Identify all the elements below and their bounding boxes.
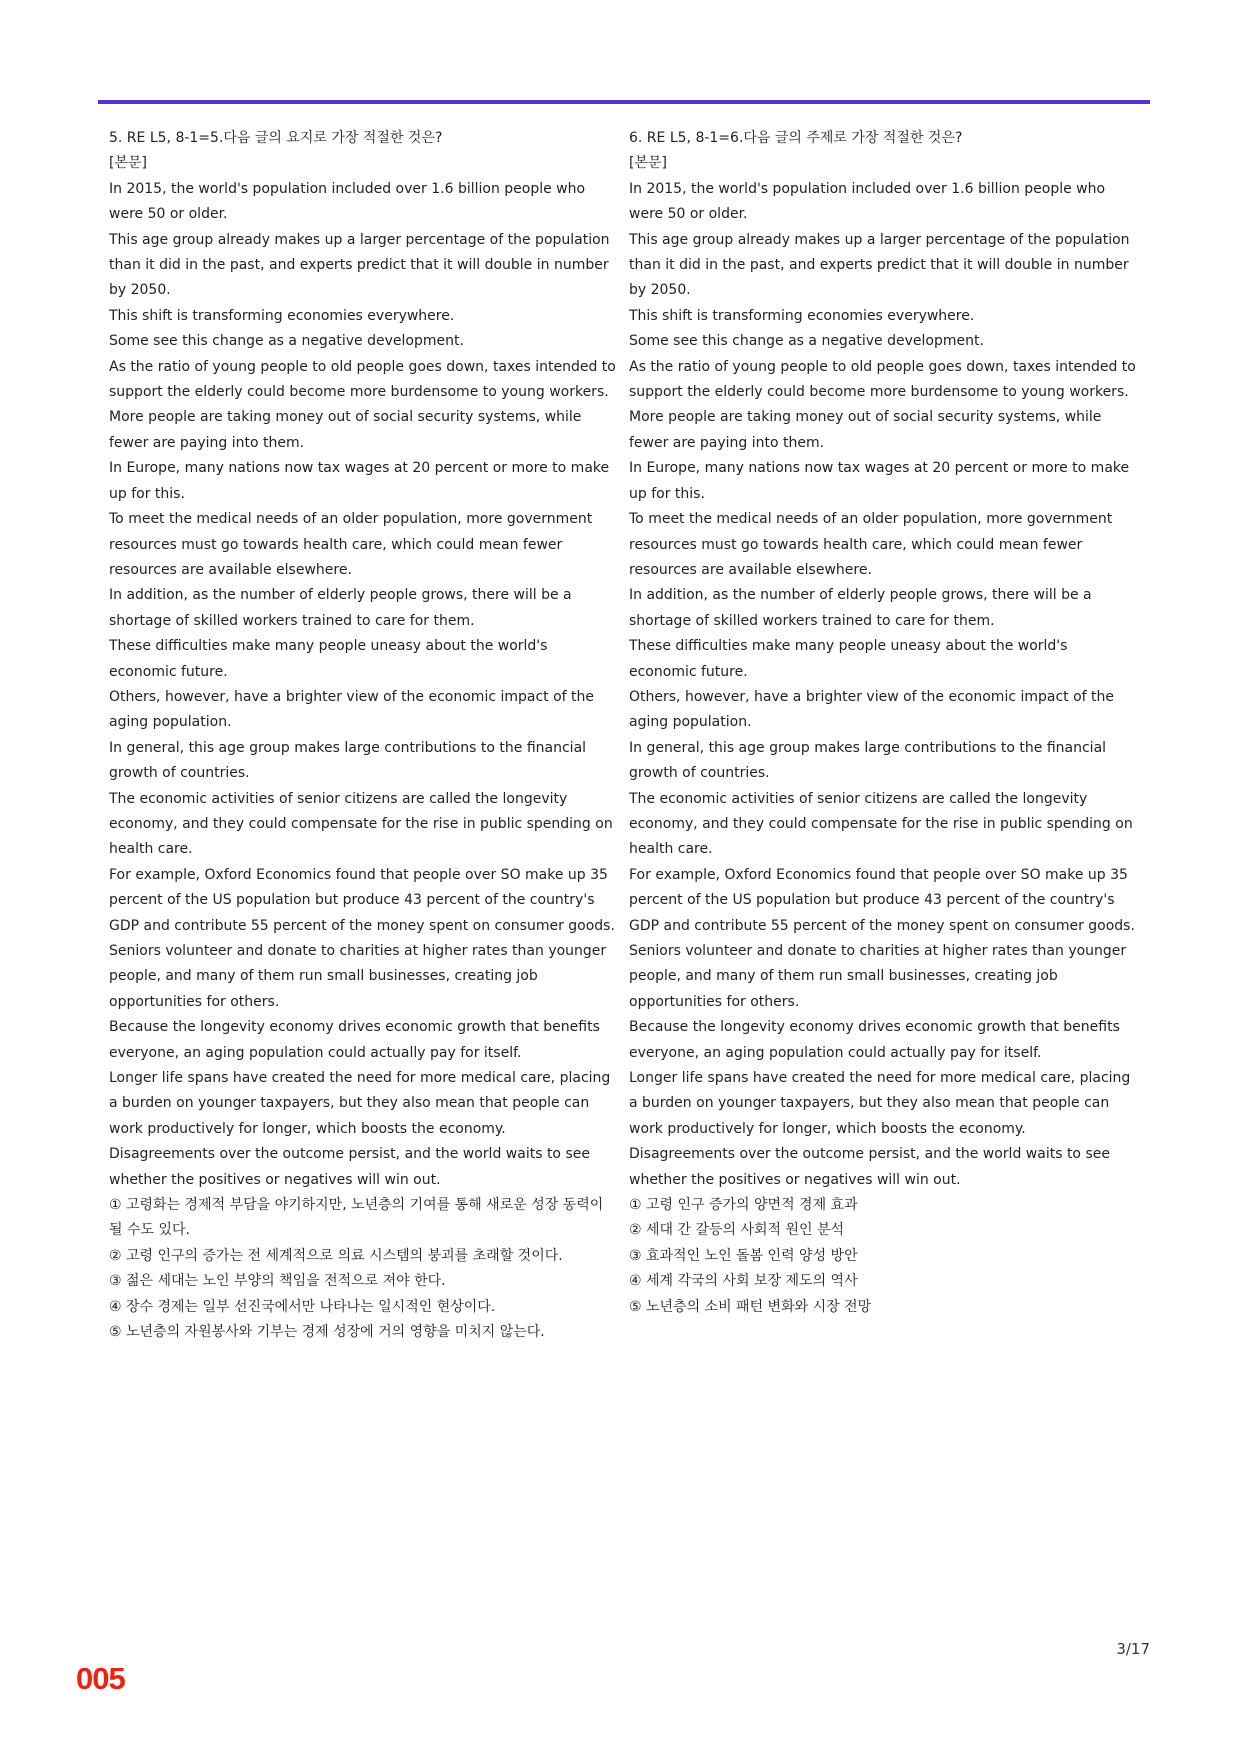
answer-choices <box>109 1193 619 1345</box>
passage-sentence: Longer life spans have created the need for more medical care, placing a burden on younger taxpayers, but they also mean that people can work productively for longer, which boosts the economy. <box>109 1070 611 1137</box>
answer-choice-1[interactable]: ① 고령화는 경제적 부담을 야기하지만, 노년층의 기여를 통해 새로운 성장 동력이 될 수도 있다. <box>109 1197 604 1239</box>
passage-sentence: These difficulties make many people uneasy about the world's economic future. <box>109 638 548 680</box>
answer-choices <box>629 1193 1139 1320</box>
passage-sentence: This shift is transforming economies everywhere. <box>109 307 455 324</box>
passage-sentence: In general, this age group makes large contributions to the financial growth of countries. <box>629 739 1107 782</box>
passage-sentence: Because the longevity economy drives economic growth that benefits everyone, an aging population could actually pay for itself. <box>629 1019 1120 1061</box>
brand-logo: 005 <box>76 1661 125 1696</box>
passage-sentence: As the ratio of young people to old people goes down, taxes intended to support the elderly could become more burdensome to young workers. <box>109 358 616 401</box>
answer-choice-4[interactable]: ④ 장수 경제는 일부 선진국에서만 나타나는 일시적인 현상이다. <box>109 1298 496 1315</box>
question-5 <box>109 126 619 1346</box>
passage-sentence: More people are taking money out of social security systems, while fewer are paying into them. <box>629 409 1102 451</box>
page-number: 3/17 <box>1116 1640 1150 1658</box>
passage-label: [본문] <box>629 155 667 172</box>
passage <box>109 177 619 1193</box>
passage-sentence: To meet the medical needs of an older population, more government resources must go towards health care, which could mean fewer resources are available elsewhere. <box>109 511 593 578</box>
question-title: 6. RE L5, 8-1=6.다음 글의 주제로 가장 적절한 것은? <box>629 130 963 146</box>
passage-sentence: This shift is transforming economies everywhere. <box>629 307 975 324</box>
passage-sentence: Others, however, have a brighter view of the economic impact of the aging population. <box>629 688 1115 731</box>
answer-choice-2[interactable]: ② 고령 인구의 증가는 전 세계적으로 의료 시스템의 붕괴를 초래할 것이다. <box>109 1247 563 1264</box>
passage-sentence: Seniors volunteer and donate to charities at higher rates than younger people, and many of them run small businesses, creating job opportunities for others. <box>109 943 607 1010</box>
passage-sentence: Longer life spans have created the need for more medical care, placing a burden on younger taxpayers, but they also mean that people can work productively for longer, which boosts the economy. <box>629 1070 1131 1137</box>
passage-sentence: As the ratio of young people to old people goes down, taxes intended to support the elderly could become more burdensome to young workers. <box>629 358 1136 401</box>
passage-sentence: More people are taking money out of social security systems, while fewer are paying into them. <box>109 409 582 451</box>
passage <box>629 177 1139 1193</box>
answer-choice-5[interactable]: ⑤ 노년층의 자원봉사와 기부는 경제 성장에 거의 영향을 미치지 않는다. <box>109 1324 545 1341</box>
answer-choice-4[interactable]: ④ 세계 각국의 사회 보장 제도의 역사 <box>629 1273 858 1290</box>
answer-choice-1[interactable]: ① 고령 인구 증가의 양면적 경제 효과 <box>629 1197 858 1214</box>
passage-sentence: In general, this age group makes large contributions to the financial growth of countries. <box>109 739 587 782</box>
passage-sentence: The economic activities of senior citizens are called the longevity economy, and they could compensate for the rise in public spending on health care. <box>109 790 613 858</box>
passage-sentence: Because the longevity economy drives economic growth that benefits everyone, an aging population could actually pay for itself. <box>109 1019 600 1061</box>
question-title: 5. RE L5, 8-1=5.다음 글의 요지로 가장 적절한 것은? <box>109 130 443 146</box>
passage-sentence: Seniors volunteer and donate to charities at higher rates than younger people, and many of them run small businesses, creating job opportunities for others. <box>629 943 1127 1010</box>
passage-sentence: The economic activities of senior citizens are called the longevity economy, and they could compensate for the rise in public spending on health care. <box>629 790 1133 858</box>
passage-sentence: These difficulties make many people uneasy about the world's economic future. <box>629 638 1068 680</box>
passage-sentence: This age group already makes up a larger percentage of the population than it did in the past, and experts predict that it will double in number by 2050. <box>629 231 1130 299</box>
passage-sentence: In 2015, the world's population included over 1.6 billion people who were 50 or older. <box>629 180 1106 223</box>
passage-sentence: In Europe, many nations now tax wages at 20 percent or more to make up for this. <box>109 460 610 502</box>
answer-choice-3[interactable]: ③ 효과적인 노인 돌봄 인력 양성 방안 <box>629 1247 858 1264</box>
answer-choice-3[interactable]: ③ 젊은 세대는 노인 부양의 책임을 전적으로 져야 한다. <box>109 1273 446 1290</box>
passage-sentence: To meet the medical needs of an older population, more government resources must go towards health care, which could mean fewer resources are available elsewhere. <box>629 511 1113 578</box>
passage-sentence: For example, Oxford Economics found that people over SO make up 35 percent of the US population but produce 43 percent of the country's GDP and contribute 55 percent of the money spent on consumer goods. <box>629 866 1135 934</box>
passage-sentence: In 2015, the world's population included over 1.6 billion people who were 50 or older. <box>109 180 586 223</box>
passage-sentence: In addition, as the number of elderly people grows, there will be a shortage of skilled workers trained to care for them. <box>109 587 572 629</box>
passage-sentence: For example, Oxford Economics found that people over SO make up 35 percent of the US population but produce 43 percent of the country's GDP and contribute 55 percent of the money spent on consumer goods. <box>109 866 615 934</box>
passage-sentence: Some see this change as a negative development. <box>629 333 984 350</box>
question-6 <box>629 126 1139 1320</box>
answer-choice-2[interactable]: ② 세대 간 갈등의 사회적 원인 분석 <box>629 1222 845 1239</box>
passage-sentence: In addition, as the number of elderly people grows, there will be a shortage of skilled workers trained to care for them. <box>629 587 1092 629</box>
passage-label: [본문] <box>109 155 147 172</box>
passage-sentence: Some see this change as a negative development. <box>109 333 464 350</box>
answer-choice-5[interactable]: ⑤ 노년층의 소비 패턴 변화와 시장 전망 <box>629 1298 872 1315</box>
passage-sentence: Disagreements over the outcome persist, and the world waits to see whether the positives or negatives will win out. <box>629 1146 1110 1188</box>
header-rule <box>98 100 1150 104</box>
passage-sentence: Others, however, have a brighter view of the economic impact of the aging population. <box>109 688 595 731</box>
passage-sentence: Disagreements over the outcome persist, and the world waits to see whether the positives or negatives will win out. <box>109 1146 590 1188</box>
passage-sentence: This age group already makes up a larger percentage of the population than it did in the past, and experts predict that it will double in number by 2050. <box>109 231 610 299</box>
passage-sentence: In Europe, many nations now tax wages at 20 percent or more to make up for this. <box>629 460 1130 502</box>
